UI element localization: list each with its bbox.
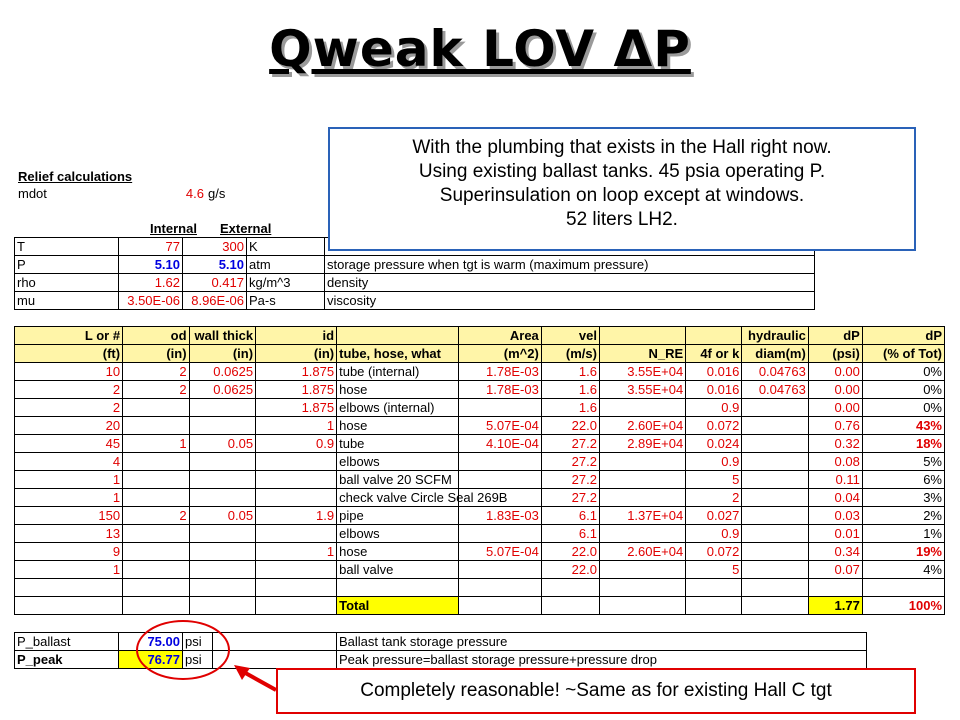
hydraulic-diameter-header: diam(m) <box>742 345 809 363</box>
area-cell: 1.78E-03 <box>458 363 541 381</box>
reynolds-number-cell: 3.55E+04 <box>599 363 685 381</box>
inner-diameter-cell: 1 <box>256 417 337 435</box>
hydraulic-diameter-cell <box>742 471 809 489</box>
reynolds-number-cell: 2.60E+04 <box>599 543 685 561</box>
outer-diameter-cell <box>123 525 190 543</box>
inner-diameter-header: id <box>256 327 337 345</box>
length-count-cell: 150 <box>15 507 123 525</box>
component-cell: elbows (internal) <box>337 399 459 417</box>
wall-thickness-cell <box>189 579 256 597</box>
outer-diameter-header: od <box>123 327 190 345</box>
property-unit: kg/m^3 <box>247 274 325 292</box>
table-row <box>15 525 945 543</box>
outer-diameter-cell <box>123 543 190 561</box>
hydraulic-diameter-cell <box>742 489 809 507</box>
wall-thickness-cell: 0.05 <box>189 507 256 525</box>
reynolds-number-cell <box>599 525 685 543</box>
outer-diameter-cell: 2 <box>123 363 190 381</box>
wall-thickness-cell <box>189 471 256 489</box>
table-row <box>15 507 945 525</box>
length-count-cell: 2 <box>15 399 123 417</box>
outer-diameter-cell <box>123 561 190 579</box>
wall-thickness-cell <box>189 489 256 507</box>
ballast-name: P_ballast <box>15 633 119 651</box>
outer-diameter-cell <box>123 453 190 471</box>
wall-thickness-header: (in) <box>189 345 256 363</box>
length-count-cell: 2 <box>15 381 123 399</box>
pressure-drop-cell: 0.00 <box>808 399 862 417</box>
reynolds-number-cell <box>599 453 685 471</box>
header-row <box>15 327 945 345</box>
percent-of-total-cell: 6% <box>862 471 944 489</box>
outer-diameter-cell: 2 <box>123 507 190 525</box>
friction-factor-header: 4f or k <box>686 345 742 363</box>
length-count-cell: 45 <box>15 435 123 453</box>
velocity-cell: 6.1 <box>541 525 599 543</box>
friction-factor-cell: 2 <box>686 489 742 507</box>
velocity-cell: 27.2 <box>541 471 599 489</box>
table-row <box>15 381 945 399</box>
mdot-row <box>18 185 226 202</box>
mdot-value: 4.6 <box>185 186 204 201</box>
property-description: density <box>325 274 815 292</box>
velocity-cell: 27.2 <box>541 489 599 507</box>
external-value: 8.96E-06 <box>183 292 247 310</box>
internal-header: Internal <box>150 221 197 236</box>
inner-diameter-cell: 1.875 <box>256 363 337 381</box>
conclusion-callout: Completely reasonable! ~Same as for existing Hall C tgt <box>276 668 916 714</box>
area-cell: 1.78E-03 <box>458 381 541 399</box>
inner-diameter-cell: 1 <box>256 543 337 561</box>
component-cell: elbows <box>337 453 459 471</box>
property-description: storage pressure when tgt is warm (maximum pressure) <box>325 256 815 274</box>
property-name: P <box>15 256 119 274</box>
outer-diameter-cell: 2 <box>123 381 190 399</box>
inner-diameter-cell <box>256 597 337 615</box>
inner-diameter-cell: 1.9 <box>256 507 337 525</box>
inner-diameter-cell <box>256 489 337 507</box>
reynolds-number-cell <box>599 471 685 489</box>
friction-factor-cell: 0.072 <box>686 543 742 561</box>
length-count-cell: 10 <box>15 363 123 381</box>
wall-thickness-cell <box>189 561 256 579</box>
table-row <box>15 561 945 579</box>
friction-factor-cell: 0.024 <box>686 435 742 453</box>
length-count-cell: 1 <box>15 471 123 489</box>
percent-of-total-cell: 0% <box>862 381 944 399</box>
property-unit: Pa-s <box>247 292 325 310</box>
velocity-cell: 27.2 <box>541 453 599 471</box>
pressure-drop-cell: 0.00 <box>808 381 862 399</box>
table-row <box>15 453 945 471</box>
external-value: 300 <box>183 238 247 256</box>
reynolds-number-cell <box>599 489 685 507</box>
hydraulic-diameter-cell: 0.04763 <box>742 363 809 381</box>
velocity-cell <box>541 597 599 615</box>
outer-diameter-cell <box>123 399 190 417</box>
hydraulic-diameter-cell <box>742 561 809 579</box>
property-row <box>15 292 815 310</box>
component-header: tube, hose, what <box>337 345 459 363</box>
friction-factor-cell: 0.072 <box>686 417 742 435</box>
property-name: rho <box>15 274 119 292</box>
outer-diameter-cell: 1 <box>123 435 190 453</box>
reynolds-number-header <box>599 327 685 345</box>
outer-diameter-cell <box>123 597 190 615</box>
ballast-description: Peak pressure=ballast storage pressure+pressure drop <box>337 651 867 669</box>
length-count-cell <box>15 597 123 615</box>
reynolds-number-cell <box>599 579 685 597</box>
component-cell: check valve Circle Seal 269B <box>337 489 459 507</box>
mdot-label: mdot <box>18 186 47 201</box>
table-row <box>15 435 945 453</box>
length-count-cell <box>15 579 123 597</box>
velocity-cell: 1.6 <box>541 399 599 417</box>
pressure-drop-cell: 1.77 <box>808 597 862 615</box>
percent-of-total-cell: 2% <box>862 507 944 525</box>
header-row <box>15 345 945 363</box>
hydraulic-diameter-cell: 0.04763 <box>742 381 809 399</box>
table-row <box>15 417 945 435</box>
component-cell: tube (internal) <box>337 363 459 381</box>
component-cell: hose <box>337 417 459 435</box>
friction-factor-cell <box>686 579 742 597</box>
outer-diameter-cell <box>123 579 190 597</box>
area-cell <box>458 579 541 597</box>
friction-factor-cell <box>686 597 742 615</box>
friction-factor-cell: 0.9 <box>686 399 742 417</box>
outer-diameter-cell <box>123 417 190 435</box>
hydraulic-diameter-cell <box>742 399 809 417</box>
wall-thickness-cell <box>189 399 256 417</box>
percent-of-total-cell: 19% <box>862 543 944 561</box>
reynolds-number-cell: 1.37E+04 <box>599 507 685 525</box>
outer-diameter-cell <box>123 489 190 507</box>
plumbing-note <box>328 127 916 251</box>
hydraulic-diameter-cell <box>742 507 809 525</box>
reynolds-number-header: N_RE <box>599 345 685 363</box>
property-row <box>15 256 815 274</box>
friction-factor-cell: 5 <box>686 471 742 489</box>
reynolds-number-cell: 3.55E+04 <box>599 381 685 399</box>
percent-of-total-cell: 0% <box>862 399 944 417</box>
external-header: External <box>220 221 272 236</box>
property-name: T <box>15 238 119 256</box>
percent-of-total-cell: 5% <box>862 453 944 471</box>
percent-of-total-cell: 3% <box>862 489 944 507</box>
ballast-value: 75.00 <box>119 633 183 651</box>
velocity-cell: 6.1 <box>541 507 599 525</box>
external-value: 5.10 <box>183 256 247 274</box>
note-line: 52 liters LH2. <box>566 209 678 230</box>
inner-diameter-cell: 1.875 <box>256 399 337 417</box>
hydraulic-diameter-header: hydraulic <box>742 327 809 345</box>
pressure-drop-cell: 0.03 <box>808 507 862 525</box>
ballast-unit: psi <box>183 651 213 669</box>
ballast-description: Ballast tank storage pressure <box>337 633 867 651</box>
length-count-header: L or # <box>15 327 123 345</box>
reynolds-number-cell <box>599 399 685 417</box>
inner-diameter-header: (in) <box>256 345 337 363</box>
mdot-unit: g/s <box>208 186 226 201</box>
internal-value: 5.10 <box>119 256 183 274</box>
velocity-cell: 1.6 <box>541 381 599 399</box>
pressure-drop-cell: 0.00 <box>808 363 862 381</box>
pressure-drop-cell: 0.08 <box>808 453 862 471</box>
pressure-drop-cell <box>808 579 862 597</box>
friction-factor-cell: 0.9 <box>686 453 742 471</box>
table-row <box>15 543 945 561</box>
property-description: viscosity <box>325 292 815 310</box>
pressure-drop-cell: 0.07 <box>808 561 862 579</box>
velocity-cell <box>541 579 599 597</box>
area-header: Area <box>458 327 541 345</box>
percent-of-total-cell: 18% <box>862 435 944 453</box>
inner-diameter-cell <box>256 471 337 489</box>
area-cell: 5.07E-04 <box>458 417 541 435</box>
velocity-cell: 27.2 <box>541 435 599 453</box>
table-row <box>15 363 945 381</box>
hydraulic-diameter-cell <box>742 453 809 471</box>
hydraulic-diameter-cell <box>742 525 809 543</box>
friction-factor-header <box>686 327 742 345</box>
internal-value: 77 <box>119 238 183 256</box>
area-cell <box>458 471 541 489</box>
area-cell: 1.83E-03 <box>458 507 541 525</box>
length-count-cell: 1 <box>15 489 123 507</box>
property-row <box>15 274 815 292</box>
pressure-drop-cell: 0.76 <box>808 417 862 435</box>
external-value: 0.417 <box>183 274 247 292</box>
wall-thickness-cell: 0.0625 <box>189 363 256 381</box>
percent-of-total-cell: 0% <box>862 363 944 381</box>
hydraulic-diameter-cell <box>742 417 809 435</box>
ballast-unit: psi <box>183 633 213 651</box>
pressure-drop-cell: 0.04 <box>808 489 862 507</box>
pressure-drop-cell: 0.11 <box>808 471 862 489</box>
pressure-drop-body <box>15 327 945 615</box>
component-cell <box>337 579 459 597</box>
reynolds-number-cell: 2.60E+04 <box>599 417 685 435</box>
percent-of-total-cell: 1% <box>862 525 944 543</box>
velocity-header: vel <box>541 327 599 345</box>
component-cell: elbows <box>337 525 459 543</box>
friction-factor-cell: 0.016 <box>686 381 742 399</box>
hydraulic-diameter-cell <box>742 579 809 597</box>
slide-title: Qweak LOV ΔP <box>269 20 691 78</box>
note-line: With the plumbing that exists in the Hall right now. <box>412 137 832 158</box>
property-unit: K <box>247 238 325 256</box>
area-header: (m^2) <box>458 345 541 363</box>
friction-factor-cell: 0.9 <box>686 525 742 543</box>
velocity-cell: 22.0 <box>541 561 599 579</box>
pressure-drop-header: (psi) <box>808 345 862 363</box>
length-count-cell: 20 <box>15 417 123 435</box>
area-cell <box>458 453 541 471</box>
area-cell <box>458 525 541 543</box>
inner-diameter-cell <box>256 453 337 471</box>
area-cell: 5.07E-04 <box>458 543 541 561</box>
area-cell <box>458 597 541 615</box>
wall-thickness-cell: 0.0625 <box>189 381 256 399</box>
relief-section <box>18 168 226 202</box>
component-header <box>337 327 459 345</box>
component-cell: ball valve <box>337 561 459 579</box>
component-cell: ball valve 20 SCFM <box>337 471 459 489</box>
velocity-cell: 22.0 <box>541 543 599 561</box>
length-count-cell: 9 <box>15 543 123 561</box>
inner-diameter-cell <box>256 525 337 543</box>
component-cell: pipe <box>337 507 459 525</box>
reynolds-number-cell <box>599 597 685 615</box>
component-cell: hose <box>337 543 459 561</box>
property-name: mu <box>15 292 119 310</box>
internal-value: 3.50E-06 <box>119 292 183 310</box>
wall-thickness-cell <box>189 543 256 561</box>
wall-thickness-cell <box>189 453 256 471</box>
pressure-drop-cell: 0.32 <box>808 435 862 453</box>
hydraulic-diameter-cell <box>742 543 809 561</box>
note-line: Superinsulation on loop except at windows. <box>439 185 805 206</box>
velocity-cell: 22.0 <box>541 417 599 435</box>
wall-thickness-cell: 0.05 <box>189 435 256 453</box>
pressure-drop-header: dP <box>808 327 862 345</box>
pressure-drop-table <box>14 326 945 615</box>
reynolds-number-cell <box>599 561 685 579</box>
inner-diameter-cell <box>256 579 337 597</box>
ballast-spacer <box>213 633 337 651</box>
component-cell: tube <box>337 435 459 453</box>
length-count-header: (ft) <box>15 345 123 363</box>
wall-thickness-cell <box>189 417 256 435</box>
friction-factor-cell: 0.027 <box>686 507 742 525</box>
ballast-value: 76.77 <box>119 651 183 669</box>
pressure-drop-cell: 0.34 <box>808 543 862 561</box>
inner-diameter-cell: 1.875 <box>256 381 337 399</box>
wall-thickness-header: wall thick <box>189 327 256 345</box>
component-cell: hose <box>337 381 459 399</box>
note-line: Using existing ballast tanks. 45 psia operating P. <box>418 161 826 182</box>
highlight-ellipse <box>136 620 230 680</box>
outer-diameter-cell <box>123 471 190 489</box>
inner-diameter-cell <box>256 561 337 579</box>
pressure-drop-cell: 0.01 <box>808 525 862 543</box>
component-cell: Total <box>337 597 459 615</box>
length-count-cell: 4 <box>15 453 123 471</box>
velocity-header: (m/s) <box>541 345 599 363</box>
hydraulic-diameter-cell <box>742 435 809 453</box>
wall-thickness-cell <box>189 597 256 615</box>
hydraulic-diameter-cell <box>742 597 809 615</box>
table-row <box>15 489 945 507</box>
length-count-cell: 1 <box>15 561 123 579</box>
table-row <box>15 399 945 417</box>
friction-factor-cell: 5 <box>686 561 742 579</box>
internal-value: 1.62 <box>119 274 183 292</box>
total-row <box>15 597 945 615</box>
percent-of-total-cell: 43% <box>862 417 944 435</box>
area-cell <box>458 399 541 417</box>
area-cell <box>458 561 541 579</box>
reynolds-number-cell: 2.89E+04 <box>599 435 685 453</box>
percent-of-total-header: (% of Tot) <box>862 345 944 363</box>
velocity-cell: 1.6 <box>541 363 599 381</box>
property-unit: atm <box>247 256 325 274</box>
area-cell: 4.10E-04 <box>458 435 541 453</box>
length-count-cell: 13 <box>15 525 123 543</box>
table-row <box>15 579 945 597</box>
ballast-name: P_peak <box>15 651 119 669</box>
wall-thickness-cell <box>189 525 256 543</box>
relief-heading: Relief calculations <box>18 169 133 184</box>
inner-diameter-cell: 0.9 <box>256 435 337 453</box>
percent-of-total-cell: 4% <box>862 561 944 579</box>
table-row <box>15 471 945 489</box>
percent-of-total-cell: 100% <box>862 597 944 615</box>
percent-of-total-cell <box>862 579 944 597</box>
friction-factor-cell: 0.016 <box>686 363 742 381</box>
outer-diameter-header: (in) <box>123 345 190 363</box>
percent-of-total-header: dP <box>862 327 944 345</box>
